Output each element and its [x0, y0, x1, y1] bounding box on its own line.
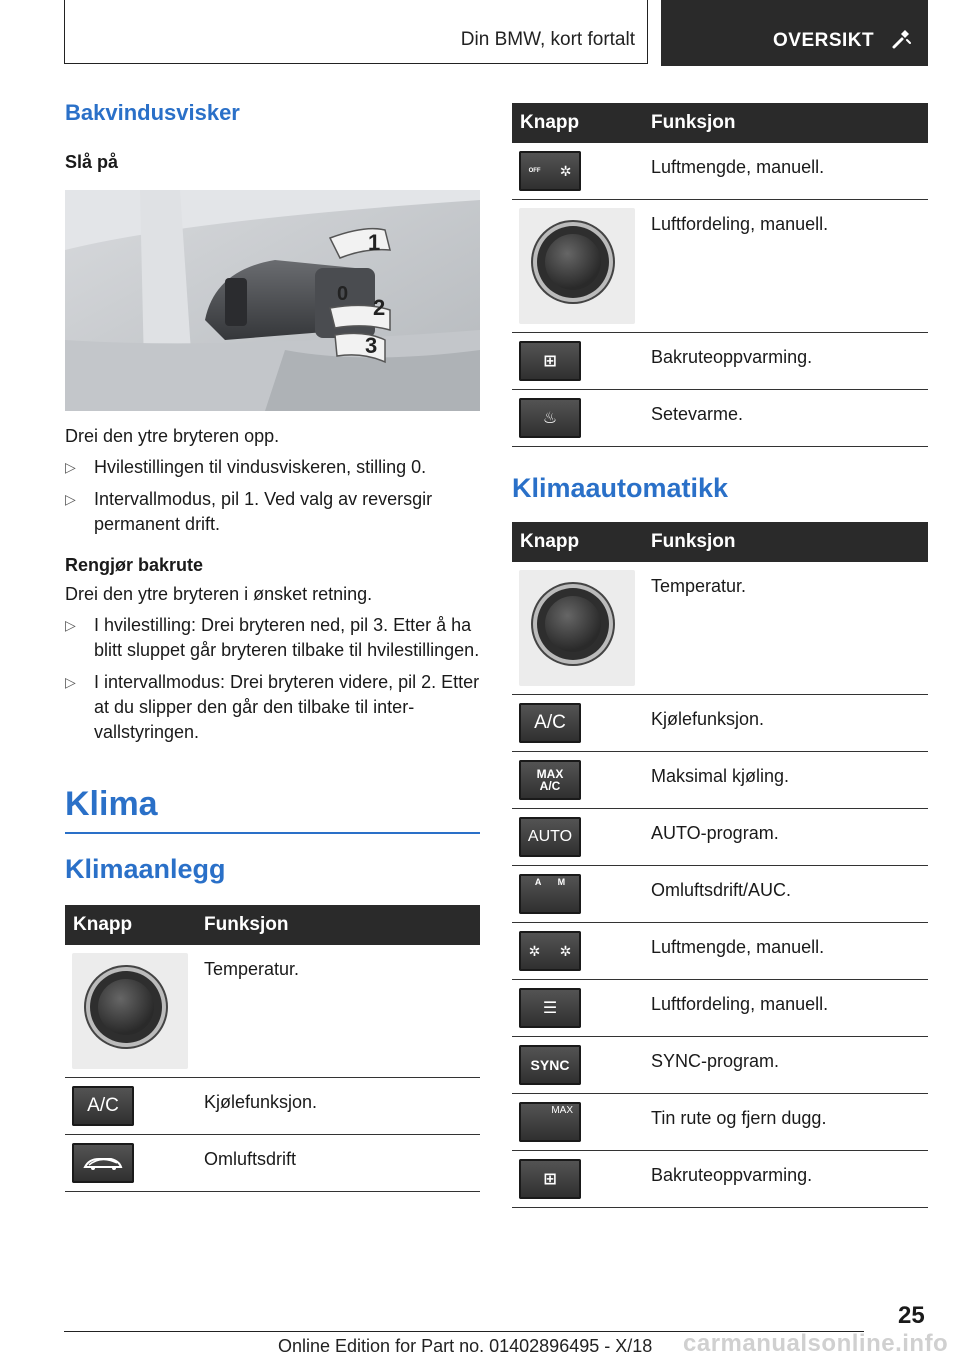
klimaanlegg-table-continued [512, 103, 928, 447]
function-text: Luftfordeling, manuell. [641, 200, 928, 333]
section-tab[interactable] [661, 0, 928, 66]
fan-button-icon: OFF ✲ [519, 151, 581, 191]
instruction-text: Drei den ytre bryteren opp. [65, 426, 280, 446]
max-defrost-button-icon: MAX [519, 1102, 581, 1142]
fan-off-label: OFF [528, 168, 541, 174]
arrow-label-1: 1 [368, 230, 381, 255]
auto-button-icon: AUTO [519, 817, 581, 857]
ac-button-icon: A/C [519, 703, 581, 743]
chapter-tab[interactable] [64, 0, 648, 64]
function-text: AUTO-program. [641, 809, 928, 866]
arrow-label-2: 2 [373, 295, 386, 320]
column-header-knapp: Knapp [65, 905, 194, 945]
table-row [512, 923, 928, 980]
subheading-klimaautomatikk: Klimaautomatikk [512, 473, 729, 503]
column-header-knapp: Knapp [512, 522, 641, 562]
table-row [65, 1135, 480, 1192]
function-text: Kjølefunksjon. [194, 1078, 480, 1135]
rear-defrost-button-icon: ⊞ [519, 341, 581, 381]
table-row [512, 390, 928, 447]
watermark: carmanualsonline.info [683, 1330, 949, 1357]
table-row [512, 562, 928, 695]
subheading-sla-pa: Slå på [65, 152, 119, 172]
table-row [512, 1151, 928, 1208]
section-heading-klima: Klima [65, 785, 480, 834]
table-row [512, 333, 928, 390]
table-row [512, 752, 928, 809]
klimaanlegg-table [65, 905, 480, 1192]
chapter-title: Din BMW, kort fortalt [460, 29, 635, 50]
function-text: Bakruteoppvarming. [641, 1151, 928, 1208]
function-text: Maksimal kjøling. [641, 752, 928, 809]
position-label-0: 0 [337, 283, 349, 305]
column-header-funksjon: Funksjon [641, 103, 928, 143]
temperature-knob-icon [72, 953, 188, 1069]
seat-heating-button-icon: ♨ [519, 398, 581, 438]
table-row [65, 945, 480, 1078]
list-item: ▷ Hvilestillingen til vindusviskeren, stilling 0. [65, 455, 480, 480]
air-distribution-knob-icon [519, 208, 635, 324]
function-text: Luftfordeling, manuell. [641, 980, 928, 1037]
subheading-klimaanlegg: Klimaanlegg [65, 854, 226, 884]
klimaautomatikk-table [512, 522, 928, 1208]
section-title: OVERSIKT [773, 30, 875, 51]
function-text: Temperatur. [641, 562, 928, 695]
air-distribution-button-icon: ☰ [519, 988, 581, 1028]
table-row [65, 1078, 480, 1135]
subheading-rengjor-bakrute: Rengjør bakrute [65, 555, 204, 575]
list-item: ▷ I hvilestilling: Drei bryteren ned, pil 3. Etter å ha blitt sluppet går bryteren tilbake til hvilestillingen. [65, 613, 480, 663]
table-row [512, 809, 928, 866]
function-text: Omluftsdrift/AUC. [641, 866, 928, 923]
list-item: ▷ I intervallmodus: Drei bryteren videre, pil 2. Etter at du slipper den går den tilbake til intervallstyringen. [65, 670, 480, 745]
page-number: 25 [898, 1302, 925, 1329]
column-header-funksjon: Funksjon [641, 522, 928, 562]
function-text: SYNC-program. [641, 1037, 928, 1094]
function-text: Tin rute og fjern dugg. [641, 1094, 928, 1151]
right-column [512, 103, 928, 1208]
wiper-list [65, 455, 480, 537]
rengjor-instruction: Drei den ytre bryteren i ønsket retning. [65, 584, 373, 604]
wiper-stalk-photo [65, 190, 480, 411]
left-column [65, 100, 480, 1192]
function-text: Temperatur. [194, 945, 480, 1078]
max-ac-button-icon: MAX A/C [519, 760, 581, 800]
table-row [512, 143, 928, 200]
table-row [512, 1037, 928, 1094]
section-heading-bakvindusvisker: Bakvindusvisker [65, 100, 240, 125]
fan-button-icon: ✲ ✲ [519, 931, 581, 971]
recirculation-button-icon [72, 1143, 134, 1183]
function-text: Setevarme. [641, 390, 928, 447]
rear-defrost-button-icon: ⊞ [519, 1159, 581, 1199]
table-row [512, 866, 928, 923]
function-text: Kjølefunksjon. [641, 695, 928, 752]
column-header-knapp: Knapp [512, 103, 641, 143]
arrow-label-3: 3 [365, 333, 378, 358]
function-text: Omluftsdrift [194, 1135, 480, 1192]
page-header [64, 0, 928, 66]
sync-button-icon: SYNC [519, 1045, 581, 1085]
recirculation-auc-button-icon: A M [519, 874, 581, 914]
wrench-icon [891, 28, 911, 50]
table-row [512, 695, 928, 752]
column-header-funksjon: Funksjon [194, 905, 480, 945]
table-row [512, 200, 928, 333]
edition-text: Online Edition for Part no. 01402896495 - X/18 [278, 1336, 653, 1356]
ac-button-icon: A/C [72, 1086, 134, 1126]
function-text: Luftmengde, manuell. [641, 923, 928, 980]
table-row [512, 980, 928, 1037]
temperature-knob-icon [519, 570, 635, 686]
function-text: Luftmengde, manuell. [641, 143, 928, 200]
rengjor-list [65, 613, 480, 745]
function-text: Bakruteoppvarming. [641, 333, 928, 390]
table-row [512, 1094, 928, 1151]
list-item: ▷ Intervallmodus, pil 1. Ved valg av reversgir permanent drift. [65, 487, 480, 537]
